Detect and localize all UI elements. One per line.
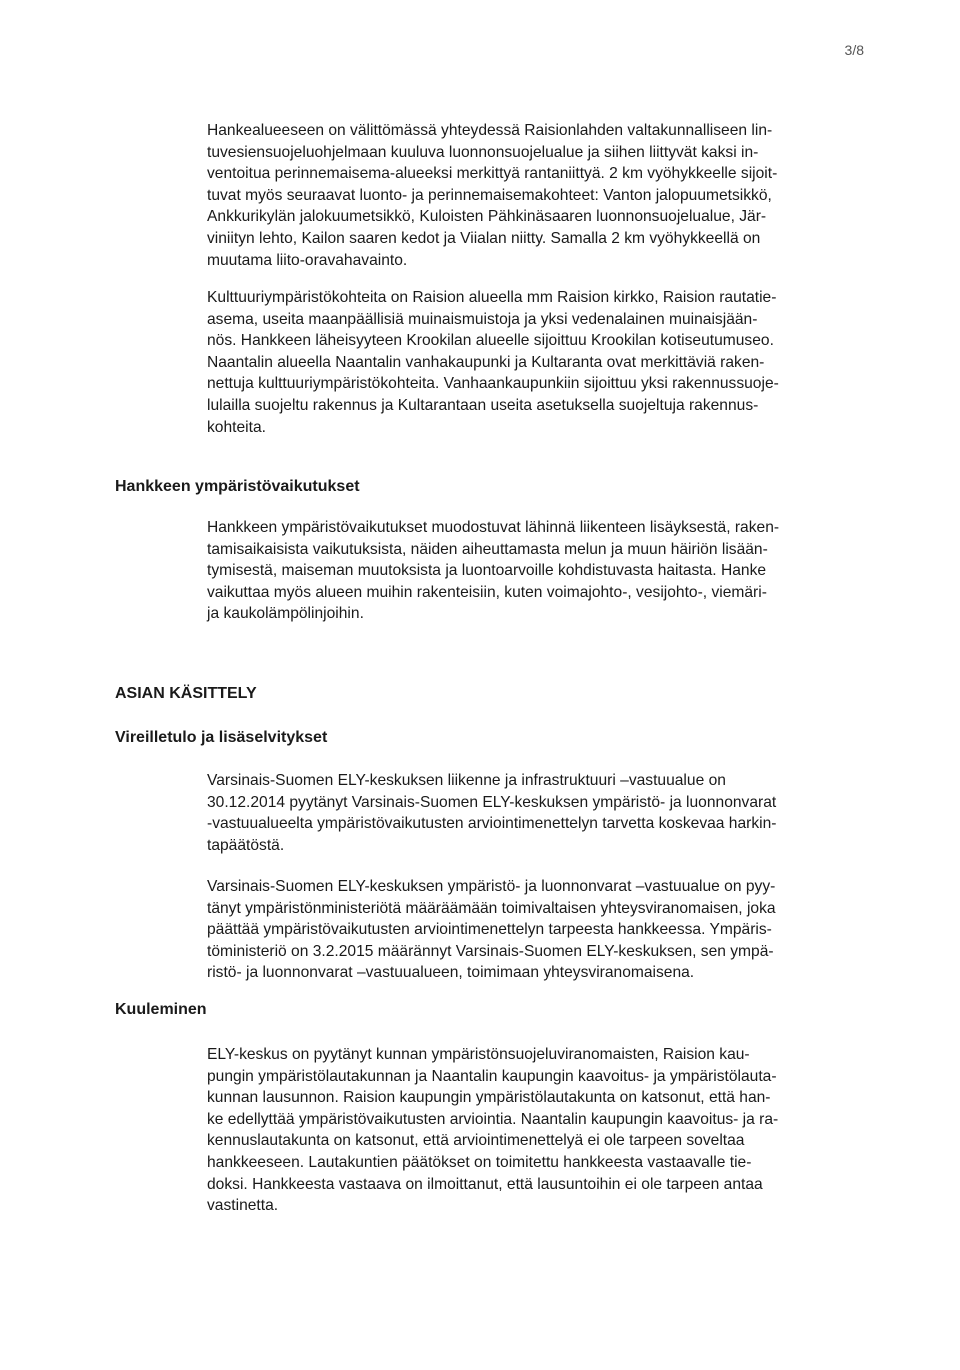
text-line: päättää ympäristövaikutusten arviointimenettelyn tarpeesta hankkeessa. Ympäris- (207, 921, 772, 939)
text-line: kennuslautakunta on katsonut, että arviointimenettelyä ei ole tarpeen soveltaa (207, 1132, 745, 1150)
paragraph-authority (207, 876, 887, 984)
text-line: muutama liito-oravahavainto. (207, 251, 408, 269)
subheading-kuuleminen: Kuuleminen (115, 1001, 207, 1018)
text-line: vastinetta. (207, 1197, 279, 1215)
text-line: 30.12.2014 pyytänyt Varsinais-Suomen ELY-keskuksen ympäristö- ja luonnonvarat (207, 793, 777, 811)
section-heading-asian-kasittely: ASIAN KÄSITTELY (115, 685, 257, 702)
text-line: Naantalin alueella Naantalin vanhakaupunki ja Kultaranta ovat merkittäviä raken- (207, 353, 765, 371)
text-line: Varsinais-Suomen ELY-keskuksen liikenne ja infrastruktuuri –vastuualue on (207, 772, 726, 789)
text-line: töministeriö on 3.2.2015 määrännyt Varsinais-Suomen ELY-keskuksen, sen ympä- (207, 942, 774, 960)
text-line: Hankealueeseen on välittömässä yhteydessä Raisionlahden valtakunnalliseen lin- (207, 122, 773, 139)
text-line: Ankkurikylän jalokuumetsikkö, Kuloisten Pähkinäsaaren luonnonsuojelualue, Jär- (207, 208, 767, 226)
subheading-vireilletulo: Vireilletulo ja lisäselvitykset (115, 729, 328, 746)
text-line: tamisaikaisista vaikutuksista, näiden aiheuttamasta melun ja muun häiriön lisään- (207, 540, 768, 558)
page-number: 3/8 (844, 42, 864, 58)
text-line: ristö- ja luonnonvarat –vastuualueen, toimimaan yhteysviranomaisena. (207, 964, 695, 982)
text-line: Hankkeen ympäristövaikutukset muodostuvat lähinnä liikenteen lisäyksestä, raken- (207, 519, 780, 536)
text-line: asema, useita maanpäällisiä muinaismuistoja ja yksi vedenalainen muinaisjään- (207, 310, 758, 328)
text-line: pungin ympäristölautakunnan ja Naantalin kaupungin kaavoitus- ja ympäristölauta- (207, 1067, 777, 1085)
paragraph-nature-sites (207, 120, 887, 271)
text-line: kunnan lausunnon. Raision kaupungin ympäristölautakunta on katsonut, että han- (207, 1089, 771, 1107)
text-line: tuvat myös seuraavat luonto- ja perinnemaisemakohteet: Vanton jalopuumetsikkö, (207, 186, 772, 204)
text-line: Varsinais-Suomen ELY-keskuksen ympäristö- ja luonnonvarat –vastuualue on pyy- (207, 878, 776, 895)
text-line: nettuja kulttuuriympäristökohteita. Vanhaankaupunkiin sijoittuu yksi rakennussuoje- (207, 375, 779, 393)
paragraph-hearing (207, 1044, 887, 1217)
text-line: Kulttuuriympäristökohteita on Raision alueella mm Raision kirkko, Raision rautatie- (207, 289, 777, 306)
text-line: tuvesiensuojeluohjelmaan kuuluva luonnonsuojelualue ja siihen liittyvät kaksi in- (207, 143, 759, 161)
text-line: vaikuttaa myös alueen muihin rakenteisiin, kuten voimajohto-, vesijohto-, viemäri- (207, 583, 767, 601)
text-line: kohteita. (207, 418, 266, 436)
text-line: ke edellyttää ympäristövaikutusten arviointia. Naantalin kaupungin kaavoitus- ja ra- (207, 1110, 779, 1128)
text-line: -vastuualueelta ympäristövaikutusten arviointimenettelyn tarvetta koskevaa harkin- (207, 815, 777, 833)
paragraph-environmental-impacts (207, 517, 887, 625)
text-line: nös. Hankkeen läheisyyteen Krookilan alueelle sijoittuu Krookilan kotiseutumuseo. (207, 332, 774, 350)
text-line: ventoitua perinnemaisema-alueeksi merkittyä rantaniittyä. 2 km vyöhykkeelle sijoit- (207, 165, 778, 183)
text-line: hankkeeseen. Lautakuntien päätökset on toimitettu hankkeesta vastaavalle tie- (207, 1153, 752, 1171)
paragraph-initiation (207, 770, 887, 856)
text-line: ELY-keskus on pyytänyt kunnan ympäristönsuojeluviranomaisten, Raision kau- (207, 1046, 750, 1063)
text-line: lulailla suojeltu rakennus ja Kultarantaan useita asetuksella suojeltuja rakennus- (207, 396, 759, 414)
text-line: viniityn lehto, Kailon saaren kedot ja Viialan niitty. Samalla 2 km vyöhykkeellä on (207, 229, 761, 247)
text-line: doksi. Hankkeesta vastaava on ilmoittanut, että lausuntoihin ei ole tarpeen antaa (207, 1175, 763, 1193)
text-line: tymisestä, maiseman muutoksista ja luontoarvoille kohdistuvasta haitasta. Hanke (207, 562, 767, 580)
text-line: tänyt ympäristönministeriötä määräämään toimivaltaisen yhteysviranomaisen, joka (207, 899, 776, 917)
paragraph-cultural-sites (207, 287, 887, 438)
text-line: ja kaukolämpölinjoihin. (207, 605, 364, 623)
text-line: tapäätöstä. (207, 836, 285, 854)
section-heading-environmental-impacts: Hankkeen ympäristövaikutukset (115, 478, 360, 495)
